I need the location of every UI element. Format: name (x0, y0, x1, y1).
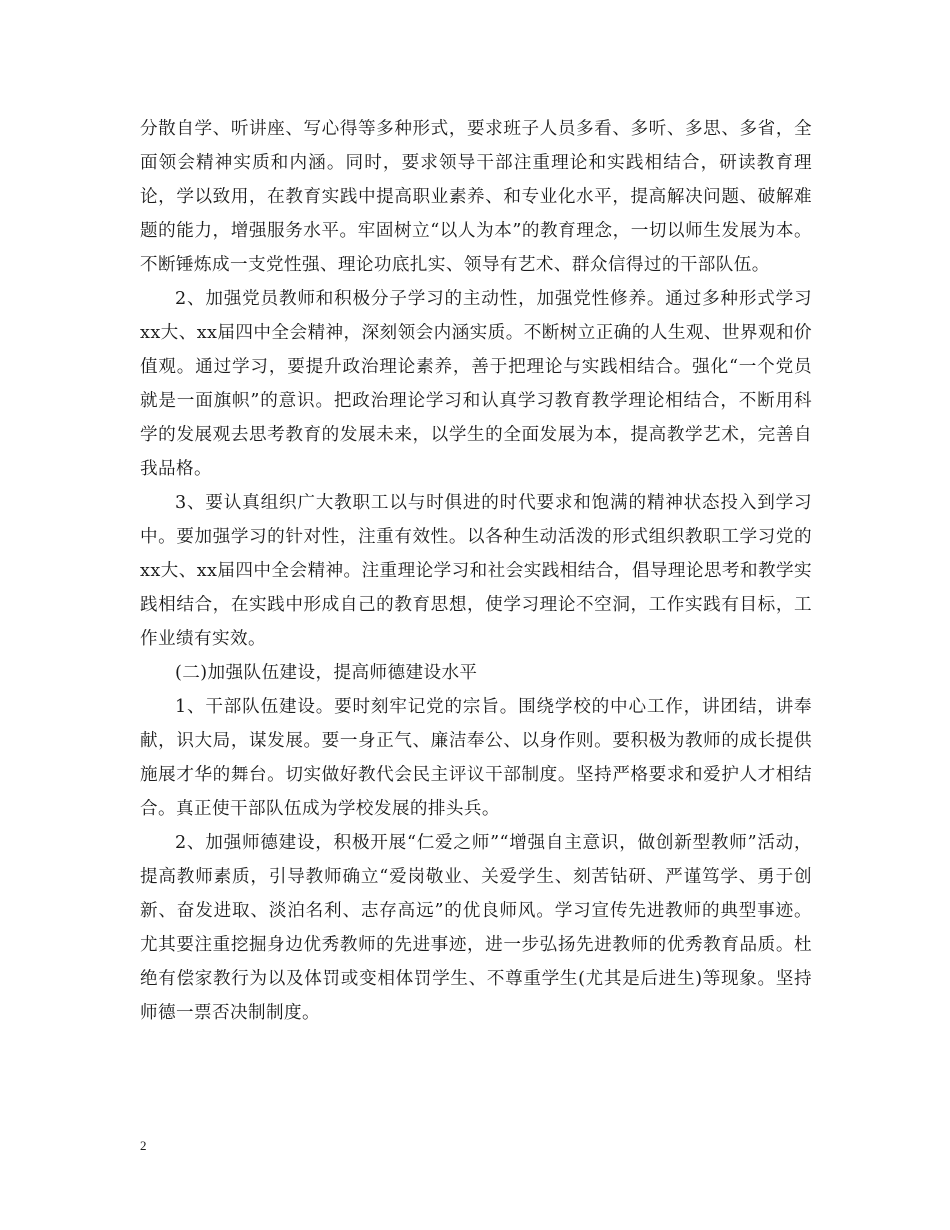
section-heading: (二)加强队伍建设，提高师德建设水平 (175, 663, 478, 683)
paragraph-item-3: 3、要认真组织广大教职工以与时俱进的时代要求和饱满的精神状态投入到学习中。要加强学习的针对性，注重有效性。以各种生动活泼的形式组织教职工学习党的xx大、xx届四中全会精神。注重理论学习和社会实践相结合，倡导理论思考和教学实践相结合，在实践中形成自己的教育思想，使学习理论不空洞，工作实践有目标，工作业绩有实效。 (140, 493, 812, 649)
paragraph-teacher-ethics: 2、加强师德建设，积极开展“仁爱之师”“增强自主意识，做创新型教师”活动，提高教师素质，引导教师确立“爱岗敬业、关爱学生、刻苦钻研、严谨笃学、勇于创新、奋发进取、淡泊名利、志存高远”的优良师风。学习宣传先进教师的典型事迹。尤其要注重挖掘身边优秀教师的先进事迹，进一步弘扬先进教师的优秀教育品质。杜绝有偿家教行为以及体罚或变相体罚学生、不尊重学生(尤其是后进生)等现象。坚持师德一票否决制制度。 (140, 833, 812, 1023)
page-number: 2 (140, 1138, 147, 1153)
document-body (140, 112, 812, 1030)
paragraph-cadre-team: 1、干部队伍建设。要时刻牢记党的宗旨。围绕学校的中心工作，讲团结，讲奉献，识大局，谋发展。要一身正气、廉洁奉公、以身作则。要积极为教师的成长提供施展才华的舞台。切实做好教代会民主评议干部制度。坚持严格要求和爱护人才相结合。真正使干部队伍成为学校发展的排头兵。 (140, 697, 812, 819)
paragraph-item-2: 2、加强党员教师和积极分子学习的主动性，加强党性修养。通过多种形式学习xx大、xx届四中全会精神，深刻领会内涵实质。不断树立正确的人生观、世界观和价值观。通过学习，要提升政治理论素养，善于把理论与实践相结合。强化“一个党员就是一面旗帜”的意识。把政治理论学习和认真学习教育教学理论相结合，不断用科学的发展观去思考教育的发展未来，以学生的全面发展为本，提高教学艺术，完善自我品格。 (140, 289, 812, 479)
paragraph-continued: 分散自学、听讲座、写心得等多种形式，要求班子人员多看、多听、多思、多省，全面领会精神实质和内涵。同时，要求领导干部注重理论和实践相结合，研读教育理论，学以致用，在教育实践中提高职业素养、和专业化水平，提高解决问题、破解难题的能力，增强服务水平。牢固树立“以人为本”的教育理念，一切以师生发展为本。不断锤炼成一支党性强、理论功底扎实、领导有艺术、群众信得过的干部队伍。 (140, 119, 812, 275)
